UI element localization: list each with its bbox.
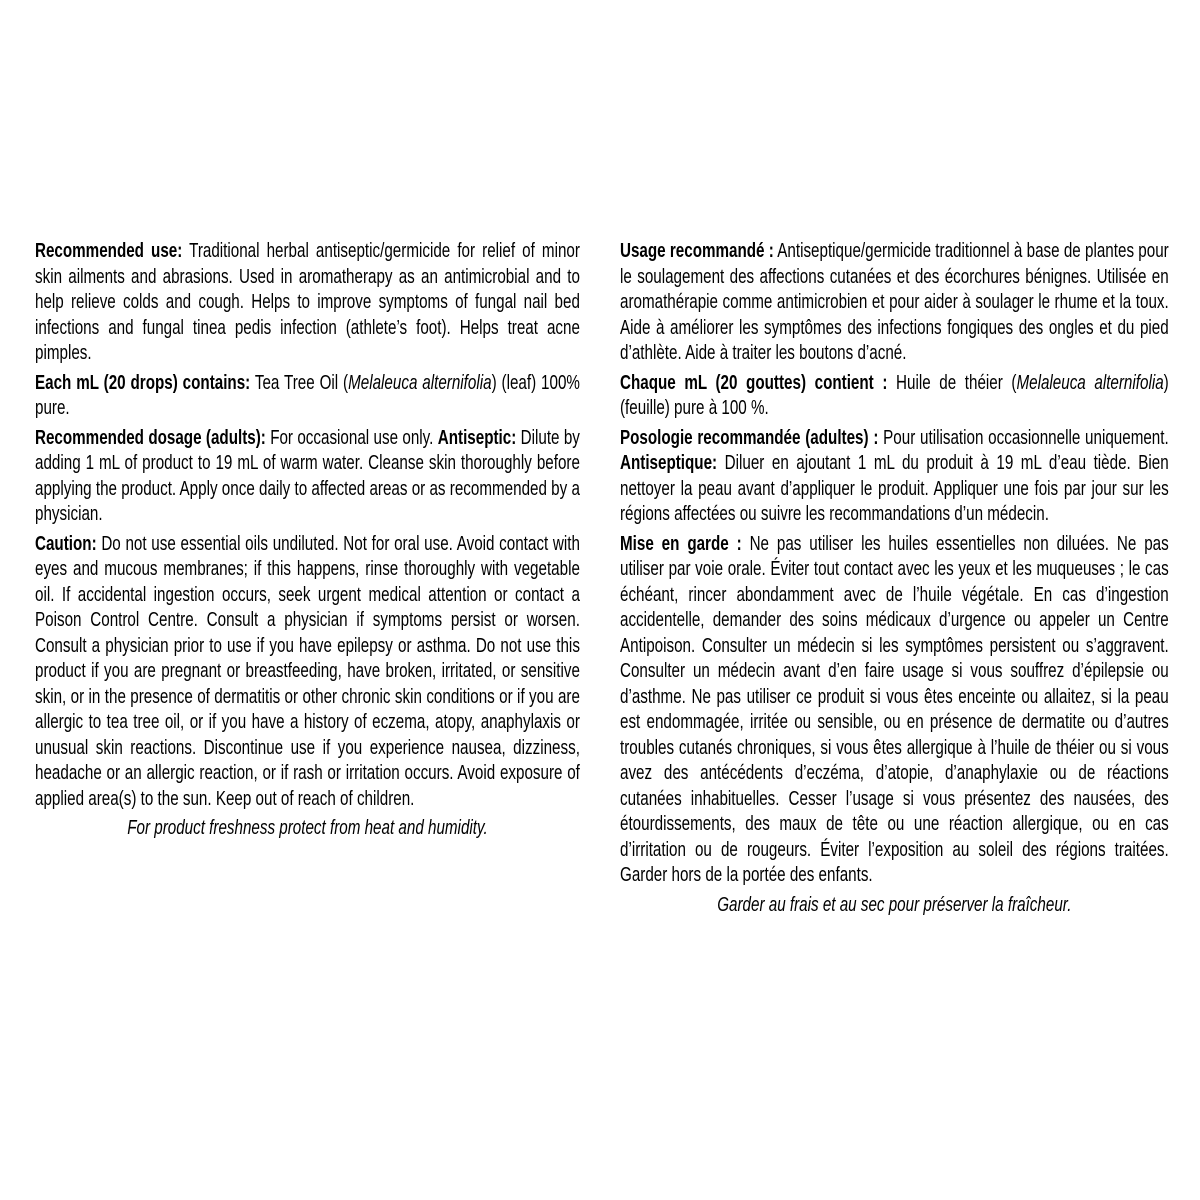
- species-name-latin: Melaleuca alternifolia: [1016, 371, 1164, 394]
- each-ml-contains-text: Tea Tree Oil (Melaleuca alternifolia) (leaf) 100% pure.: [35, 371, 580, 419]
- paragraph-mise-en-garde: [620, 532, 1169, 889]
- antiseptic-text: Dilute by adding 1 mL of product to 19 mL of warm water. Cleanse skin thoroughly before applying the product. Apply once daily to affected areas or as recommended by a physician.: [35, 426, 580, 525]
- paragraph-each-ml-contains: [35, 371, 580, 422]
- paragraph-usage-recommande: [620, 239, 1169, 367]
- paragraph-recommended-dosage: [35, 426, 580, 528]
- french-column: [620, 239, 1169, 922]
- freshness-note-english: For product freshness protect from heat and humidity.: [127, 817, 488, 839]
- antiseptique-label: Antiseptique:: [620, 452, 718, 474]
- mise-en-garde-text: Ne pas utiliser les huiles essentielles non diluées. Ne pas utiliser par voie orale. Éviter tout contact avec les yeux et les muqueuses ; le cas échéant, rincer abondamment avec de l’huile végétale. En cas d’ingestion accidentelle, demander des soins médicaux d’urgence ou appeler un Centre Antipoison. Consulter un médecin si les symptômes persistent ou s’aggravent. Consulter un médecin avant d’en faire usage si vous souffrez d’épilepsie ou d’asthme. Ne pas utiliser ce produit si vous êtes enceinte ou allaitez, si la peau est endommagée, irritée ou sensible, ou en présence de dermatite ou d’autres troubles cutanés chroniques, si vous êtes allergique à l’huile de théier ou si vous avez des antécédents d’eczéma, d’atopie, d’anaphylaxie ou de réactions cutanées inhabituelles. Cesser l’usage si vous présentez des nausées, des étourdissements, des maux de tête ou une réaction allergique, ou en cas d’irritation ou de rougeurs. Éviter l’exposition au soleil des régions traitées. Garder hors de la portée des enfants.: [620, 532, 1169, 886]
- recommended-dosage-label: Recommended dosage (adults):: [35, 426, 266, 449]
- posologie-text: Pour utilisation occasionnelle uniquement.: [883, 426, 1169, 449]
- recommended-dosage-text: For occasional use only.: [270, 426, 434, 449]
- paragraph-posologie: [620, 426, 1169, 528]
- antiseptic-label: Antiseptic:: [437, 426, 517, 449]
- english-column: [35, 239, 580, 846]
- recommended-use-label: Recommended use:: [35, 240, 183, 262]
- usage-recommande-label: Usage recommandé :: [620, 240, 774, 262]
- recommended-use-text: Traditional herbal antiseptic/germicide for relief of minor skin ailments and abrasions. Used in aromatherapy as an antimicrobial and to help relieve colds and cough. Helps to improve symptoms of fungal nail bed infections and fungal tinea pedis infection (athlete’s foot). Helps treat acne pimples.: [35, 240, 580, 364]
- species-name-latin: Melaleuca alternifolia: [348, 371, 492, 394]
- usage-recommande-text: Antiseptique/germicide traditionnel à base de plantes pour le soulagement des affections cutanées et des écorchures bénignes. Utilisée en aromathérapie comme antimicrobien et pour aider à soulager le rhume et la toux. Aide à améliorer les symptômes des infections fongiques des ongles et du pied d’athlète. Aide à traiter les boutons d’acné.: [620, 240, 1169, 364]
- antiseptique-text: Diluer en ajoutant 1 mL du produit à 19 mL d’eau tiède. Bien nettoyer la peau avant d’appliquer le produit. Appliquer une fois par jour sur les régions affectées ou suivre les recommandations d’un médecin.: [620, 452, 1169, 525]
- chaque-ml-contient-label: Chaque mL (20 gouttes) contient :: [620, 371, 888, 394]
- mise-en-garde-label: Mise en garde :: [620, 532, 742, 555]
- caution-text: Do not use essential oils undiluted. Not for oral use. Avoid contact with eyes and mucous membranes; if this happens, rinse thoroughly with vegetable oil. If accidental ingestion occurs, seek urgent medical attention or contact a Poison Control Centre. Consult a physician if symptoms persist or worsen. Consult a physician prior to use if you have epilepsy or asthma. Do not use this product if you are pregnant or breastfeeding, have broken, irritated, or sensitive skin, or in the presence of dermatitis or other chronic skin conditions or if you are allergic to tea tree oil, or if you have a history of eczema, atopy, anaphylaxis or unusual skin reactions. Discontinue use if you experience nausea, dizziness, headache or an allergic reaction, or if rash or irritation occurs. Avoid exposure of applied area(s) to the sun. Keep out of reach of children.: [35, 532, 580, 810]
- chaque-ml-contient-text: Huile de théier (Melaleuca alternifolia) (feuille) pure à 100 %.: [620, 371, 1169, 419]
- paragraph-chaque-ml-contient: [620, 371, 1169, 422]
- caution-label: Caution:: [35, 532, 97, 555]
- posologie-label: Posologie recommandée (adultes) :: [620, 426, 879, 449]
- paragraph-recommended-use: [35, 239, 580, 367]
- each-ml-contains-label: Each mL (20 drops) contains:: [35, 371, 251, 394]
- paragraph-caution: [35, 532, 580, 813]
- freshness-note-french: Garder au frais et au sec pour préserver la fraîcheur.: [717, 893, 1072, 916]
